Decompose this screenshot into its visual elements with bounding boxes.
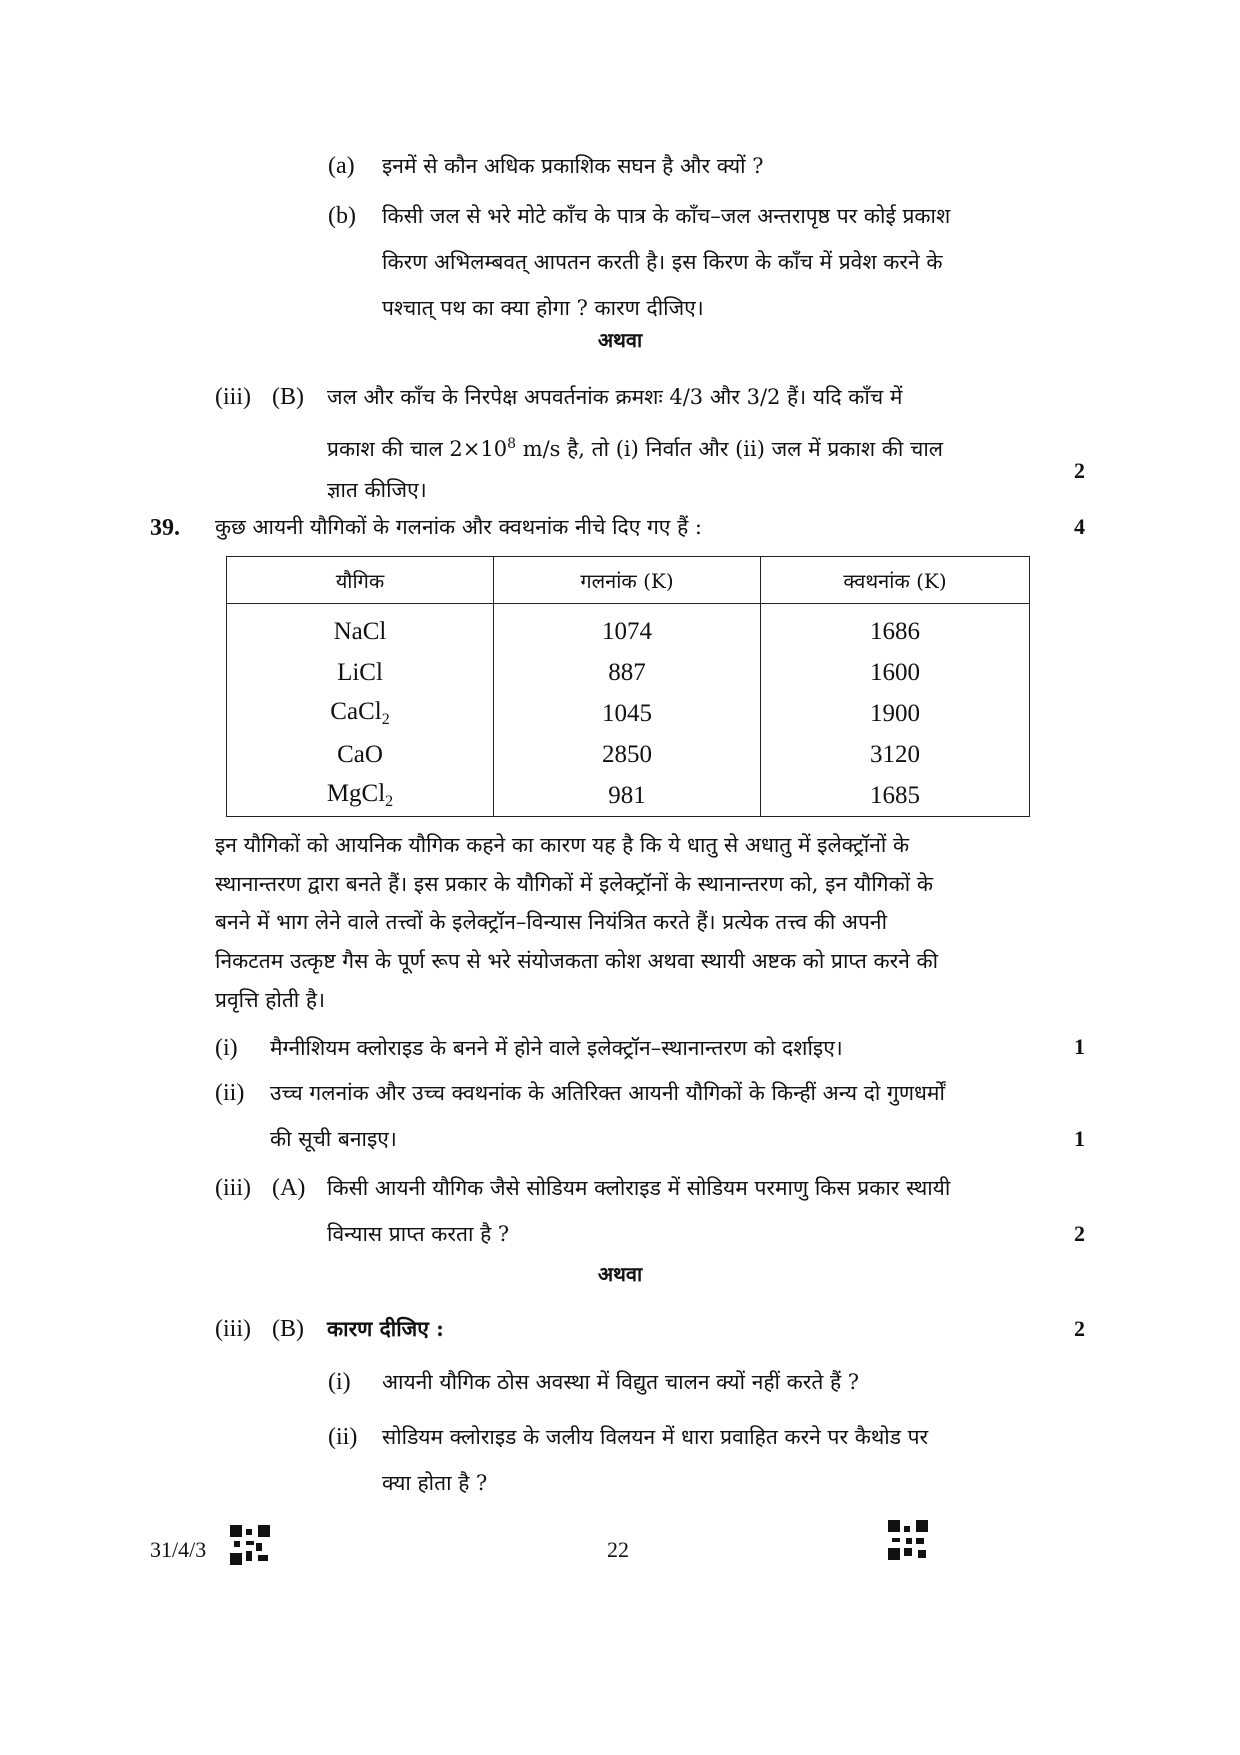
compound-formula: CaO (337, 740, 383, 768)
q38-iiiB-line-1: जल और काँच के निरपेक्ष अपवर्तनांक क्रमशः 4/3 और 3/2 हैं। यदि काँच में (327, 385, 903, 409)
q39-iiiB-i-label: (i) (328, 1369, 351, 1395)
passage-line-2: स्थानान्तरण द्वारा बनते हैं। इस प्रकार के यौगिकों में इलेक्ट्रॉनों के स्थानान्तरण को, इन यौगिकों के (215, 872, 933, 896)
boiling-point-cell: 1686 (761, 604, 1030, 653)
compound-formula: MgCl (326, 780, 386, 807)
q39-number: 39. (150, 515, 180, 541)
q39-iiiB-label: (iii) (215, 1316, 251, 1342)
passage-line-1: इन यौगिकों को आयनिक यौगिक कहने का कारण यह है कि ये धातु से अधातु में इलेक्ट्रॉनों के (215, 833, 910, 857)
q39-intro: कुछ आयनी यौगिकों के गलनांक और क्वथनांक नीचे दिए गए हैं : (215, 515, 702, 539)
q39-ii-marks: 1 (1074, 1126, 1085, 1151)
qr-code-icon (888, 1520, 928, 1560)
table-row (227, 604, 1030, 653)
header-compound: यौगिक (227, 557, 494, 604)
formula-subscript: 2 (381, 711, 390, 728)
or-divider-1: अथवा (597, 328, 643, 352)
table-row (227, 734, 1030, 775)
q39-iiiA-label: (iii) (215, 1175, 251, 1201)
qr-code-icon (230, 1525, 270, 1565)
compound-cell (227, 604, 494, 653)
part-b-line-3: पश्चात् पथ का क्या होगा ? कारण दीजिए। (382, 296, 704, 320)
melting-point-cell: 1074 (494, 604, 761, 653)
q39-i-marks: 1 (1074, 1034, 1085, 1059)
table-row (227, 652, 1030, 693)
melting-point-cell: 887 (494, 652, 761, 693)
q39-marks: 4 (1074, 514, 1085, 539)
q38-marks: 2 (1074, 458, 1085, 483)
q39-ii-label: (ii) (215, 1080, 245, 1106)
formula-subscript: 2 (385, 793, 394, 810)
q38-iiiB-sub-label: (B) (272, 384, 304, 410)
boiling-point-cell: 1600 (761, 652, 1030, 693)
compound-cell (227, 734, 494, 775)
q38-iiiB-label: (iii) (215, 384, 251, 410)
q38-iiiB-line-3: ज्ञात कीजिए। (327, 478, 427, 502)
passage-line-4: निकटतम उत्कृष्ट गैस के पूर्ण रूप से भरे संयोजकता कोश अथवा स्थायी अष्टक को प्राप्त करने की (215, 949, 939, 973)
header-melting-point: गलनांक (K) (494, 557, 761, 604)
q39-ii-line-1: उच्च गलनांक और उच्च क्वथनांक के अतिरिक्त आयनी यौगिकों के किन्हीं अन्य दो गुणधर्मों (270, 1081, 945, 1105)
q39-i-text: मैग्नीशियम क्लोराइड के बनने में होने वाले इलेक्ट्रॉन–स्थानान्तरण को दर्शाइए। (270, 1036, 843, 1060)
part-a-text: इनमें से कौन अधिक प्रकाशिक सघन है और क्यों ? (382, 154, 764, 178)
part-a-label: (a) (328, 153, 355, 179)
q39-iiiA-line-2: विन्यास प्राप्त करता है ? (327, 1222, 510, 1246)
compound-formula: NaCl (333, 617, 387, 645)
table-row (227, 775, 1030, 817)
q39-iiiB-ii-label: (ii) (328, 1424, 358, 1450)
boiling-point-cell: 3120 (761, 734, 1030, 775)
q38-line-2-post: m/s है, तो (i) निर्वात और (ii) जल में प्रकाश की चाल (516, 437, 944, 461)
q39-iiiA-line-1: किसी आयनी यौगिक जैसे सोडियम क्लोराइड में सोडियम परमाणु किस प्रकार स्थायी (327, 1176, 951, 1200)
page-number: 22 (607, 1537, 629, 1562)
q39-iiiB-sub-label: (B) (272, 1316, 304, 1342)
boiling-point-cell: 1685 (761, 775, 1030, 817)
compound-cell (227, 693, 494, 734)
paper-code: 31/4/3 (150, 1537, 207, 1562)
q39-iiiB-heading: कारण दीजिए : (327, 1316, 444, 1341)
header-boiling-point: क्वथनांक (K) (761, 557, 1030, 604)
compound-cell (227, 775, 494, 817)
part-b-line-1: किसी जल से भरे मोटे काँच के पात्र के काँच–जल अन्तरापृष्ठ पर कोई प्रकाश (382, 204, 951, 228)
part-b-label: (b) (328, 203, 356, 229)
melting-point-cell: 2850 (494, 734, 761, 775)
q39-iiiA-marks: 2 (1074, 1221, 1085, 1246)
melting-point-cell: 1045 (494, 693, 761, 734)
melting-point-cell: 981 (494, 775, 761, 817)
compound-formula: LiCl (337, 658, 383, 686)
passage-line-3: बनने में भाग लेने वाले तत्त्वों के इलेक्ट्रॉन–विन्यास नियंत्रित करते हैं। प्रत्येक तत्त्व की अपनी (215, 910, 888, 934)
q39-iiiA-sub-label: (A) (272, 1175, 306, 1201)
boiling-point-cell: 1900 (761, 693, 1030, 734)
ionic-compounds-table (226, 556, 1030, 817)
q39-i-label: (i) (215, 1035, 238, 1061)
q39-iiiB-ii-line-1: सोडियम क्लोराइड के जलीय विलयन में धारा प्रवाहित करने पर कैथोड पर (382, 1425, 929, 1449)
q38-exponent: 8 (507, 436, 517, 452)
compound-formula: CaCl (330, 698, 382, 725)
or-divider-2: अथवा (597, 1262, 643, 1286)
q39-iiiB-i-text: आयनी यौगिक ठोस अवस्था में विद्युत चालन क्यों नहीं करते हैं ? (382, 1370, 860, 1394)
compound-cell (227, 652, 494, 693)
q39-iiiB-ii-line-2: क्या होता है ? (382, 1471, 488, 1495)
q38-line-2-pre: प्रकाश की चाल 2×10 (327, 437, 508, 461)
passage-line-5: प्रवृत्ति होती है। (215, 988, 326, 1012)
table-row (227, 693, 1030, 734)
q39-iiiB-marks: 2 (1074, 1316, 1085, 1341)
q39-ii-line-2: की सूची बनाइए। (270, 1127, 397, 1151)
part-b-line-2: किरण अभिलम्बवत् आपतन करती है। इस किरण के काँच में प्रवेश करने के (382, 250, 943, 274)
